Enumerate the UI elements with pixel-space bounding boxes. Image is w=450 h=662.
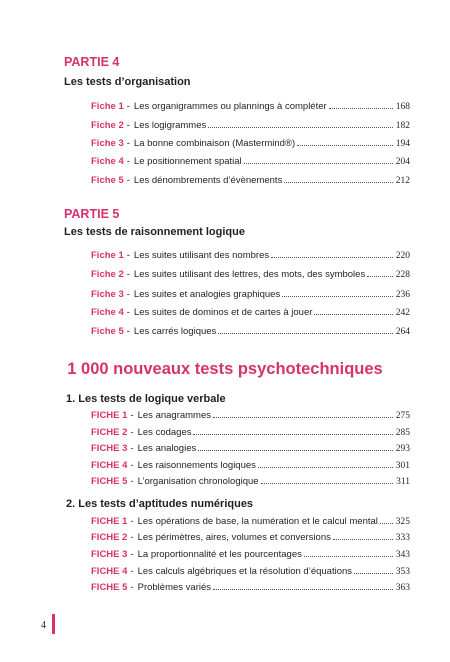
fiche-label: Fiche 5	[91, 326, 124, 337]
fiche-separator: -	[126, 138, 130, 149]
fiche-label: FICHE 1	[91, 516, 128, 527]
fiche-label: Fiche 2	[91, 120, 124, 131]
dot-leader	[271, 257, 393, 258]
page-ref: 236	[395, 290, 410, 300]
dot-leader	[258, 467, 393, 468]
page-ref: 264	[395, 327, 410, 337]
toc-entry[interactable]	[91, 460, 410, 474]
dot-leader	[314, 314, 392, 315]
page-ref: 228	[395, 270, 410, 280]
fiche-title: Les suites utilisant des nombres	[133, 250, 270, 261]
toc-entry[interactable]	[91, 549, 410, 563]
dot-leader	[244, 163, 393, 164]
page-ref: 182	[395, 121, 410, 131]
fiche-title: La bonne combinaison (Mastermind®)	[133, 138, 296, 149]
fiche-separator: -	[130, 516, 134, 527]
page-number-bar	[52, 614, 55, 634]
part-5-title: PARTIE 5	[64, 207, 120, 221]
fiche-title: Les organigrammes ou plannings à compléter	[133, 101, 327, 112]
toc-entry[interactable]	[91, 156, 410, 170]
toc-entry[interactable]	[91, 269, 410, 283]
page-ref: 353	[395, 567, 410, 577]
page-ref: 343	[395, 550, 410, 560]
dot-leader	[354, 573, 393, 574]
fiche-separator: -	[126, 250, 130, 261]
fiche-label: Fiche 3	[91, 289, 124, 300]
page-ref: 204	[395, 157, 410, 167]
section-2-title: 2. Les tests d’aptitudes numériques	[66, 498, 254, 510]
fiche-separator: -	[130, 476, 134, 487]
section-1-title: 1. Les tests de logique verbale	[66, 393, 226, 405]
page-ref: 285	[395, 428, 410, 438]
toc-entry[interactable]	[91, 427, 410, 441]
fiche-title: Le positionnement spatial	[133, 156, 242, 167]
fiche-label: FICHE 2	[91, 427, 128, 438]
fiche-label: Fiche 4	[91, 307, 124, 318]
fiche-separator: -	[126, 289, 130, 300]
fiche-separator: -	[130, 460, 134, 471]
fiche-title: La proportionnalité et les pourcentages	[137, 549, 302, 560]
part-4-subtitle: Les tests d’organisation	[64, 76, 191, 88]
part-4-title: PARTIE 4	[64, 55, 120, 69]
fiche-title: Problèmes variés	[137, 582, 211, 593]
fiche-separator: -	[130, 427, 134, 438]
toc-entry[interactable]	[91, 138, 410, 152]
fiche-label: FICHE 5	[91, 582, 128, 593]
page-ref: 301	[395, 461, 410, 471]
fiche-label: FICHE 3	[91, 549, 128, 560]
fiche-separator: -	[130, 549, 134, 560]
fiche-title: Les dénombrements d’évènements	[133, 175, 283, 186]
fiche-label: FICHE 1	[91, 410, 128, 421]
fiche-title: Les carrés logiques	[133, 326, 217, 337]
dot-leader	[333, 539, 393, 540]
fiche-separator: -	[126, 326, 130, 337]
fiche-title: Les opérations de base, la numération et le calcul mental	[137, 516, 378, 527]
fiche-label: Fiche 3	[91, 138, 124, 149]
page-ref: 333	[395, 533, 410, 543]
dot-leader	[329, 108, 393, 109]
fiche-title: Les calculs algébriques et la résolution d’équations	[137, 566, 353, 577]
dot-leader	[193, 434, 392, 435]
fiche-title: Les logigrammes	[133, 120, 207, 131]
toc-entry[interactable]	[91, 532, 410, 546]
dot-leader	[208, 127, 392, 128]
part-5-subtitle: Les tests de raisonnement logique	[64, 226, 245, 238]
page-ref: 311	[396, 477, 410, 487]
page-ref: 168	[395, 102, 410, 112]
fiche-label: FICHE 3	[91, 443, 128, 454]
fiche-label: Fiche 5	[91, 175, 124, 186]
page-ref: 325	[395, 517, 410, 527]
toc-entry[interactable]	[91, 410, 410, 424]
dot-leader	[282, 296, 393, 297]
page-ref: 275	[395, 411, 410, 421]
page-ref: 363	[395, 583, 410, 593]
fiche-separator: -	[130, 566, 134, 577]
toc-entry[interactable]	[91, 101, 410, 115]
fiche-label: Fiche 4	[91, 156, 124, 167]
fiche-separator: -	[126, 156, 130, 167]
fiche-title: Les suites utilisant des lettres, des mots, des symboles	[133, 269, 366, 280]
toc-entry[interactable]	[91, 443, 410, 457]
fiche-separator: -	[130, 443, 134, 454]
page-ref: 212	[395, 176, 410, 186]
dot-leader	[367, 276, 393, 277]
page-number: 4	[41, 620, 46, 631]
fiche-label: Fiche 1	[91, 101, 124, 112]
dot-leader	[380, 523, 393, 524]
toc-entry[interactable]	[91, 516, 410, 530]
fiche-label: Fiche 1	[91, 250, 124, 261]
dot-leader	[213, 417, 393, 418]
fiche-separator: -	[126, 175, 130, 186]
main-title: 1 000 nouveaux tests psychotechniques	[67, 360, 383, 378]
toc-entry[interactable]	[91, 250, 410, 264]
toc-entry[interactable]	[91, 307, 410, 321]
fiche-title: L’organisation chronologique	[137, 476, 259, 487]
fiche-title: Les raisonnements logiques	[137, 460, 256, 471]
page-ref: 293	[395, 444, 410, 454]
fiche-title: Les suites et analogies graphiques	[133, 289, 281, 300]
fiche-label: FICHE 2	[91, 532, 128, 543]
fiche-separator: -	[126, 120, 130, 131]
dot-leader	[284, 182, 392, 183]
fiche-title: Les analogies	[137, 443, 197, 454]
fiche-separator: -	[130, 582, 134, 593]
toc-entry[interactable]	[91, 175, 410, 189]
fiche-label: Fiche 2	[91, 269, 124, 280]
page-ref: 220	[395, 251, 410, 261]
fiche-separator: -	[130, 532, 134, 543]
toc-entry[interactable]	[91, 476, 410, 490]
page-ref: 194	[395, 139, 410, 149]
fiche-separator: -	[126, 269, 130, 280]
toc-entry[interactable]	[91, 120, 410, 134]
page-ref: 242	[395, 308, 410, 318]
dot-leader	[213, 589, 393, 590]
fiche-title: Les suites de dominos et de cartes à jouer	[133, 307, 313, 318]
fiche-title: Les anagrammes	[137, 410, 212, 421]
dot-leader	[261, 483, 394, 484]
fiche-separator: -	[126, 101, 130, 112]
dot-leader	[297, 145, 393, 146]
dot-leader	[304, 556, 393, 557]
dot-leader	[198, 450, 393, 451]
fiche-title: Les codages	[137, 427, 192, 438]
toc-entry[interactable]	[91, 326, 410, 340]
fiche-title: Les périmètres, aires, volumes et conversions	[137, 532, 331, 543]
toc-entry[interactable]	[91, 289, 410, 303]
fiche-label: FICHE 4	[91, 566, 128, 577]
fiche-label: FICHE 4	[91, 460, 128, 471]
toc-entry[interactable]	[91, 566, 410, 580]
fiche-separator: -	[130, 410, 134, 421]
dot-leader	[218, 333, 392, 334]
fiche-separator: -	[126, 307, 130, 318]
fiche-label: FICHE 5	[91, 476, 128, 487]
toc-entry[interactable]	[91, 582, 410, 596]
